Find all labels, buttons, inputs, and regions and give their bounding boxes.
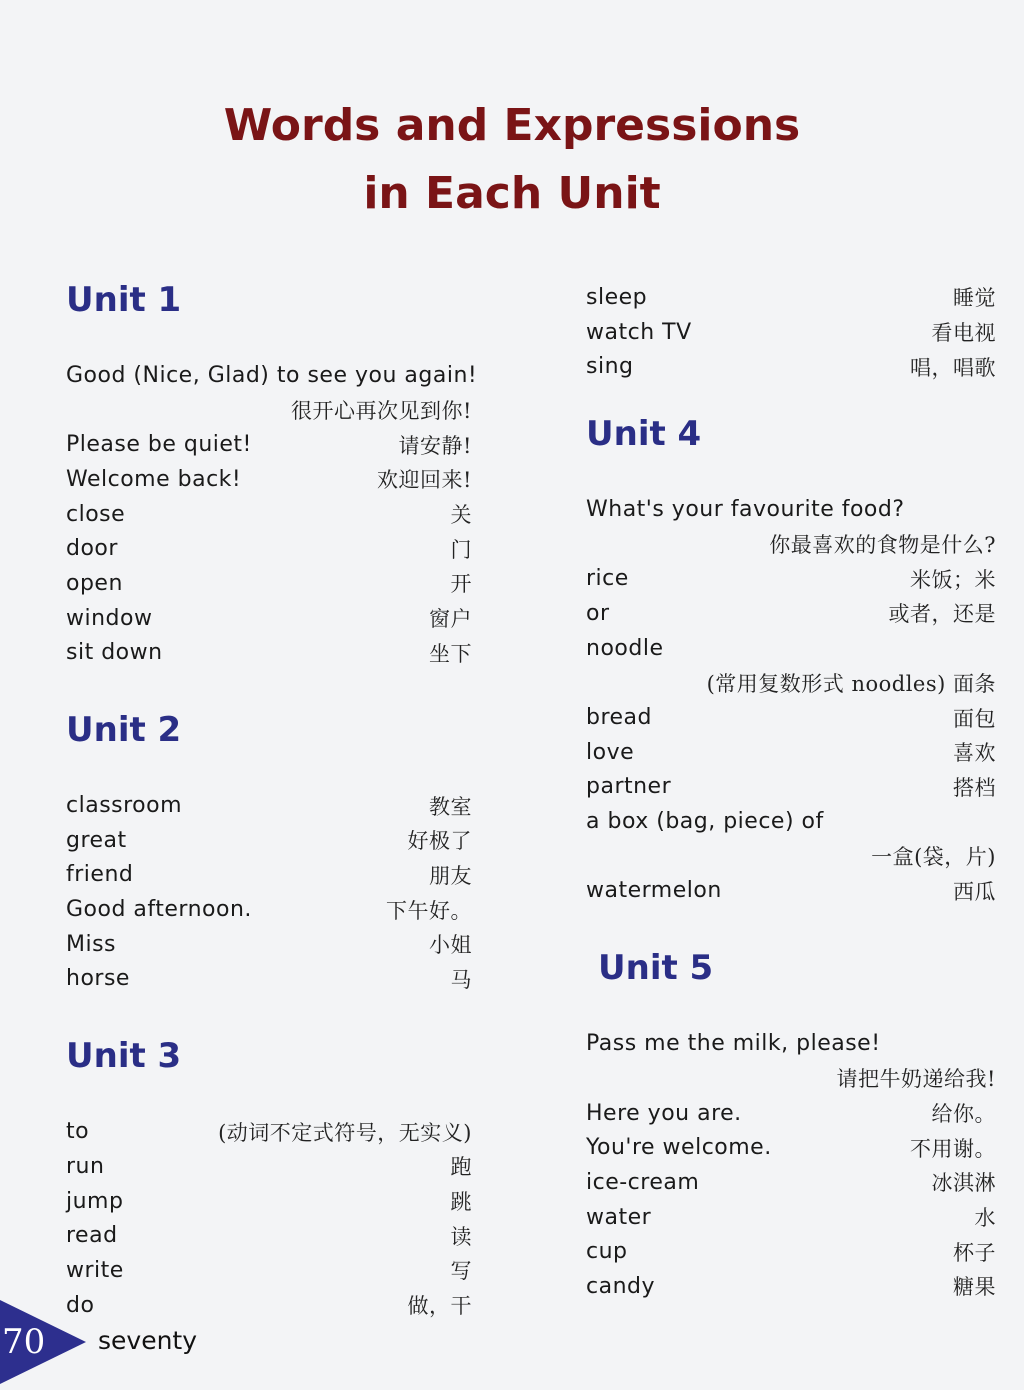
vocab-en: door	[66, 536, 118, 562]
vocab-row	[586, 1061, 996, 1096]
unit-3-heading: Unit 3	[66, 1036, 182, 1077]
vocab-row	[586, 280, 996, 315]
vocab-en: run	[66, 1153, 105, 1179]
vocab-zh: 请安静!	[398, 433, 472, 458]
vocab-en: Here you are.	[586, 1100, 742, 1126]
page-title	[0, 92, 1024, 228]
vocab-zh: 水	[974, 1206, 996, 1231]
vocab-en: window	[66, 605, 153, 631]
unit-3-list-continued	[586, 280, 996, 384]
vocab-zh: 开	[450, 572, 472, 597]
vocab-zh: (动词不定式符号，无实义)	[218, 1120, 472, 1145]
vocab-row	[586, 1130, 996, 1165]
vocab-zh: 好极了	[407, 829, 472, 854]
unit-3-list	[66, 1114, 472, 1322]
vocab-en: Pass me the milk, please!	[586, 1031, 881, 1057]
vocab-en: rice	[586, 566, 629, 592]
vocab-row	[586, 666, 996, 701]
vocab-en: bread	[586, 705, 653, 731]
vocab-row	[66, 358, 478, 393]
vocab-row	[66, 858, 472, 893]
vocab-row	[66, 393, 472, 428]
page-title-line1: Words and Expressions	[223, 100, 801, 151]
vocab-zh: 读	[450, 1224, 472, 1249]
vocab-row	[586, 631, 996, 666]
unit-4-list	[586, 492, 996, 908]
unit-5-list	[586, 1026, 996, 1304]
vocab-row	[66, 462, 472, 497]
vocab-row	[586, 561, 996, 596]
vocab-zh: 朋友	[429, 863, 472, 888]
vocab-en: write	[66, 1257, 124, 1283]
vocab-en: cup	[586, 1239, 628, 1265]
vocab-zh: 欢迎回来!	[377, 468, 472, 493]
vocab-en: friend	[66, 862, 134, 888]
unit-4-heading: Unit 4	[586, 414, 702, 455]
vocab-row	[586, 770, 996, 805]
vocab-zh: 请把牛奶递给我!	[836, 1067, 996, 1092]
vocab-en: sleep	[586, 284, 648, 310]
vocab-row	[66, 1218, 472, 1253]
vocab-en: Please be quiet!	[66, 432, 252, 458]
vocab-row	[586, 596, 996, 631]
vocab-row	[66, 636, 472, 671]
vocab-zh: 面包	[953, 706, 996, 731]
vocab-zh: (常用复数形式 noodles) 面条	[706, 671, 996, 696]
vocab-zh: 搭档	[953, 775, 996, 800]
vocab-row	[586, 839, 996, 874]
vocab-en: Welcome back!	[66, 466, 242, 492]
vocab-row	[586, 1026, 996, 1061]
vocab-zh: 或者，还是	[888, 602, 996, 627]
vocab-zh: 门	[450, 537, 472, 562]
vocab-en: What's your favourite food?	[586, 496, 905, 522]
vocab-zh: 给你。	[931, 1102, 996, 1127]
left-column	[66, 276, 478, 1322]
vocab-zh: 马	[450, 967, 472, 992]
vocab-row	[586, 1096, 996, 1131]
vocab-row	[66, 892, 472, 927]
vocab-en: watermelon	[586, 878, 722, 904]
vocab-zh: 坐下	[429, 641, 472, 666]
unit-1-heading: Unit 1	[66, 280, 182, 320]
vocab-zh: 关	[450, 503, 472, 528]
vocab-row	[66, 601, 472, 636]
vocab-row	[66, 823, 472, 858]
unit-2-heading: Unit 2	[66, 710, 182, 751]
vocab-zh: 不用谢。	[910, 1136, 996, 1161]
vocab-row	[66, 427, 472, 462]
vocab-en: to	[66, 1119, 90, 1145]
vocab-en: or	[586, 600, 610, 626]
vocab-zh: 睡觉	[953, 286, 996, 311]
vocab-zh: 做，干	[407, 1294, 472, 1319]
vocab-zh: 窗户	[429, 607, 472, 632]
vocab-en: ice-cream	[586, 1169, 700, 1195]
unit-5-heading: Unit 5	[598, 948, 714, 989]
vocab-row	[66, 1288, 472, 1323]
vocab-row	[66, 1253, 472, 1288]
vocab-row	[586, 349, 996, 384]
vocab-row	[66, 531, 472, 566]
vocab-row	[586, 1200, 996, 1235]
vocab-en: read	[66, 1223, 118, 1249]
vocab-row	[586, 527, 996, 562]
page-number: 70	[2, 1322, 46, 1362]
vocab-en: jump	[66, 1188, 124, 1214]
right-column	[586, 280, 996, 1304]
page-title-line2: in Each Unit	[363, 168, 661, 219]
vocab-row	[586, 1269, 996, 1304]
vocab-en: open	[66, 570, 123, 596]
vocab-zh: 跳	[450, 1190, 472, 1215]
vocab-zh: 教室	[429, 794, 472, 819]
vocab-row	[66, 1114, 472, 1149]
vocab-en: partner	[586, 774, 672, 800]
vocab-en: love	[586, 739, 635, 765]
unit-1-list	[66, 358, 478, 670]
vocab-row	[586, 804, 996, 839]
vocab-zh: 唱，唱歌	[910, 355, 996, 380]
vocab-en: Miss	[66, 931, 117, 957]
vocab-en: sit down	[66, 640, 163, 666]
vocab-zh: 杯子	[953, 1240, 996, 1265]
page-number-word: seventy	[98, 1326, 198, 1355]
vocab-row	[586, 1234, 996, 1269]
vocab-row	[586, 700, 996, 735]
unit-2-list	[66, 788, 472, 996]
vocab-en: great	[66, 827, 127, 853]
vocab-row	[586, 735, 996, 770]
vocab-en: horse	[66, 966, 130, 992]
vocab-row	[586, 1165, 996, 1200]
vocab-row	[586, 874, 996, 909]
vocab-row	[66, 566, 472, 601]
vocab-row	[66, 788, 472, 823]
vocab-zh: 冰淇淋	[931, 1171, 996, 1196]
vocab-zh: 看电视	[931, 321, 996, 346]
vocab-zh: 米饭；米	[910, 567, 996, 592]
vocab-zh: 写	[450, 1259, 472, 1284]
vocab-zh: 糖果	[953, 1275, 996, 1300]
vocab-en: Good afternoon.	[66, 897, 252, 923]
vocab-en: classroom	[66, 793, 183, 819]
vocab-zh: 你最喜欢的食物是什么?	[769, 533, 996, 558]
vocab-en: close	[66, 501, 126, 527]
vocab-row	[66, 1149, 472, 1184]
vocab-en: a box (bag, piece) of	[586, 809, 824, 835]
vocab-zh: 下午好。	[386, 898, 472, 923]
vocab-en: water	[586, 1204, 652, 1230]
vocab-en: do	[66, 1292, 95, 1318]
vocab-en: Good (Nice, Glad) to see you again!	[66, 362, 478, 388]
vocab-zh: 西瓜	[953, 879, 996, 904]
vocab-en: You're welcome.	[586, 1135, 772, 1161]
vocab-row	[66, 497, 472, 532]
vocab-zh: 跑	[450, 1155, 472, 1180]
vocab-zh: 喜欢	[953, 741, 996, 766]
vocab-row	[66, 962, 472, 997]
vocab-en: noodle	[586, 635, 664, 661]
vocab-zh: 很开心再次见到你!	[291, 399, 472, 424]
vocab-row	[586, 492, 996, 527]
vocab-en: sing	[586, 354, 634, 380]
vocab-row	[586, 315, 996, 350]
vocab-en: watch TV	[586, 319, 692, 345]
vocab-zh: 一盒(袋，片)	[871, 845, 996, 870]
vocab-row	[66, 1184, 472, 1219]
vocab-row	[66, 927, 472, 962]
vocab-zh: 小姐	[429, 933, 472, 958]
vocab-en: candy	[586, 1273, 656, 1299]
